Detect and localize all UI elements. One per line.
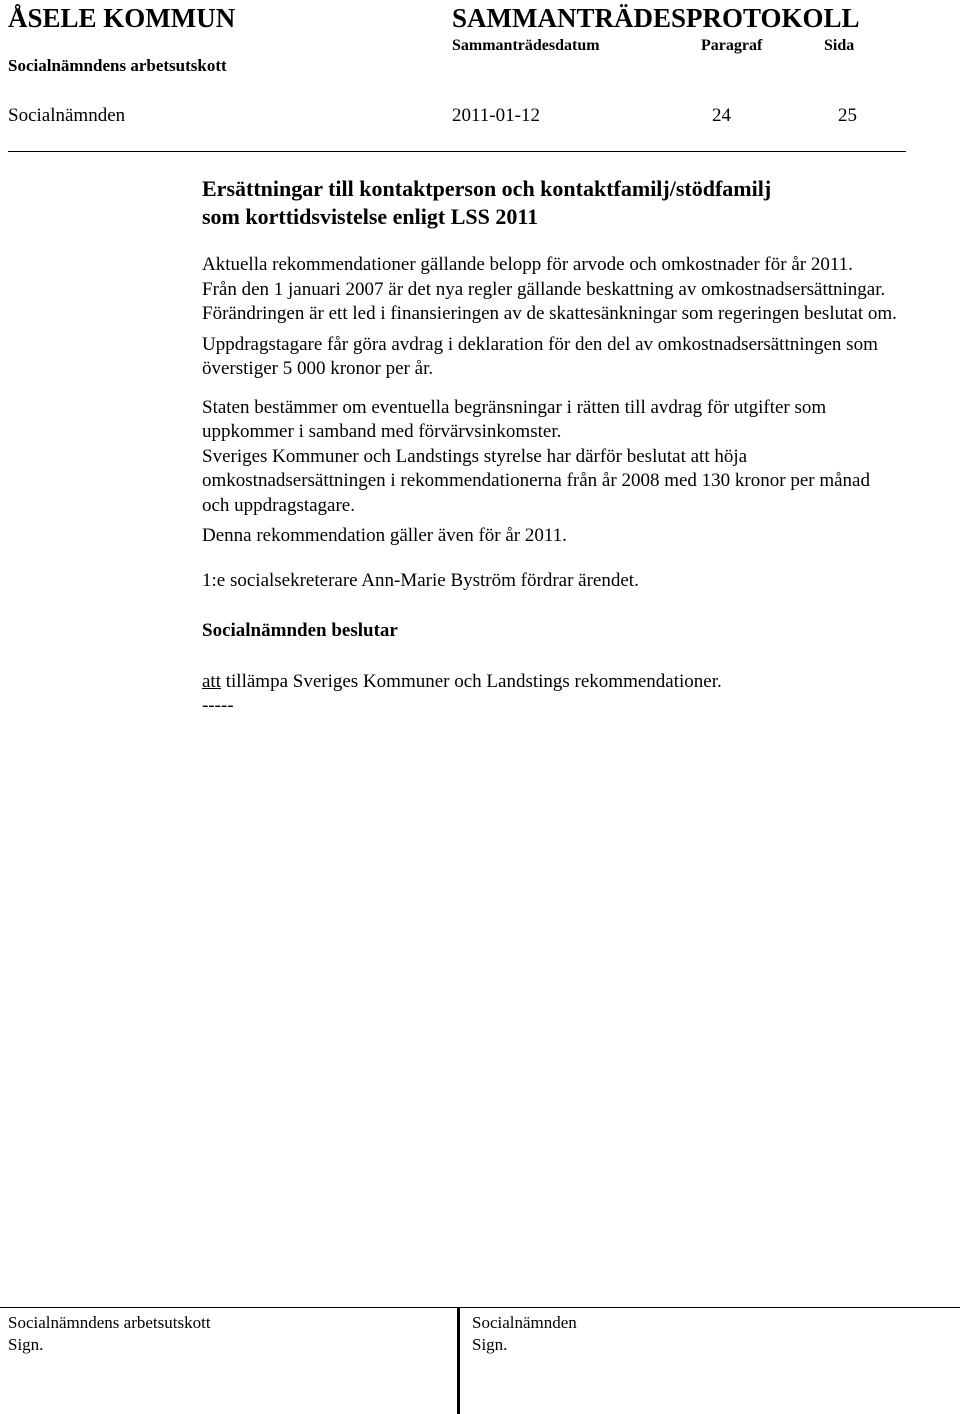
decision-text — [202, 670, 902, 695]
paragraph-tax-rules: Från den 1 januari 2007 är det nya regler gällande beskattning av omkostnadsersättningar. Förändringen är ett led i finansieringen av de skattesänkningar som regeringen beslutat om. — [202, 278, 897, 324]
committee-name: Socialnämndens arbetsutskott — [8, 56, 227, 75]
footer-right-label: Socialnämnden — [472, 1313, 577, 1332]
footer-divider — [0, 1307, 960, 1308]
footer-left-label: Socialnämndens arbetsutskott — [8, 1313, 211, 1332]
paragraph-number: 24 — [712, 105, 731, 126]
footer-right-sign: Sign. — [472, 1335, 508, 1354]
footer-left-sign: Sign. — [8, 1335, 44, 1354]
footer-column-divider — [457, 1307, 460, 1414]
paragraph-recommendations: Aktuella rekommendationer gällande belopp för arvode och omkostnader för år 2011. — [202, 254, 853, 275]
document-title-line-2: som korttidsvistelse enligt LSS 2011 — [202, 204, 539, 229]
document-title-line-1: Ersättningar till kontaktperson och kontaktfamilj/stödfamilj — [202, 176, 772, 201]
decision-body: tillämpa Sveriges Kommuner och Landstings rekommendationer. — [221, 670, 722, 692]
page-number: 25 — [838, 105, 857, 126]
header-divider — [8, 151, 906, 152]
document-body — [202, 175, 902, 719]
column-header-paragraph: Paragraf — [701, 37, 763, 54]
column-header-page: Sida — [824, 37, 855, 54]
paragraph-state-limits: Staten bestämmer om eventuella begränsningar i rätten till avdrag för utgifter som uppkommer i samband med förvärvsinkomster. — [202, 396, 827, 442]
meeting-date: 2011-01-12 — [452, 105, 540, 126]
paragraph-presenter: 1:e socialsekreterare Ann-Marie Byström fördrar ärendet. — [202, 569, 639, 591]
column-header-date: Sammanträdesdatum — [452, 37, 600, 54]
end-mark: ----- — [202, 695, 234, 716]
meeting-committee: Socialnämnden — [8, 105, 126, 126]
paragraph-deduction: Uppdragstagare får göra avdrag i deklaration för den del av omkostnadsersättningen som överstiger 5 000 kronor per år. — [202, 333, 878, 379]
decision-heading: Socialnämnden beslutar — [202, 620, 398, 641]
decision-att-keyword: att — [202, 670, 221, 692]
document-type: SAMMANTRÄDESPROTOKOLL — [452, 3, 860, 33]
paragraph-skl-decision: Sveriges Kommuner och Landstings styrelse har därför beslutat att höja omkostnadsersättningen i rekommendationerna från år 2008 med 130 kronor per månad och uppdragstagare. — [202, 445, 870, 516]
organization-name: ÅSELE KOMMUN — [8, 3, 236, 33]
paragraph-validity: Denna rekommendation gäller även för år 2011. — [202, 525, 567, 546]
